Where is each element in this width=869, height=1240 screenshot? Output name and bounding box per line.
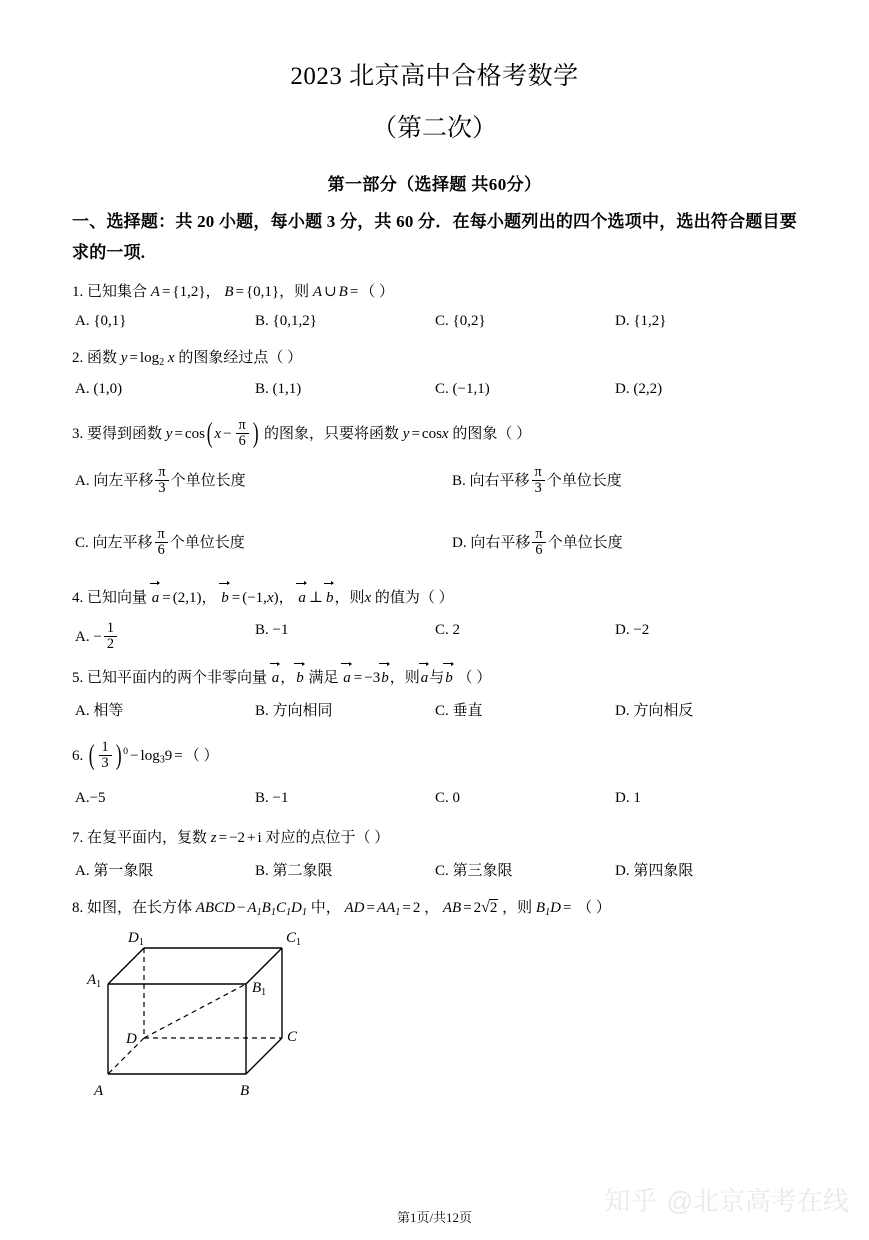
question-7: [72, 828, 797, 848]
instructions-paragraph: 一、选择题：共 20 小题，每小题 3 分，共 60 分．在每小题列出的四个选项中，选出符合题目要求的一项.: [72, 212, 797, 263]
question-5-options: [72, 699, 797, 721]
question-2-option-a[interactable]: A. (1,0): [75, 380, 123, 397]
question-6-option-c[interactable]: C. 0: [435, 790, 461, 807]
question-8: [72, 897, 797, 920]
question-3-stem: 3. 要得到函数 y = cos( x − $\frac{\pi}{6}$ ) 的图象，只要将函数 y = cosx 的图象（ ）: [72, 417, 532, 449]
question-7-number: 7.: [72, 830, 84, 847]
figure-label-c1: $C_1$: [286, 929, 302, 948]
page-number-label: 第1页/共12页: [396, 1210, 473, 1225]
figure-label-b1: $B_1$: [252, 979, 267, 998]
question-4-options: [72, 620, 797, 653]
question-8-figure: [72, 926, 797, 1102]
question-4-option-b[interactable]: B. −1: [255, 621, 289, 638]
question-7-option-c[interactable]: C. 第三象限: [435, 863, 513, 880]
page-title: 2023 北京高中合格考数学: [290, 63, 579, 90]
figure-label-a1: $A_1$: [87, 971, 102, 990]
cuboid-diagram: [86, 926, 376, 1102]
question-2-option-b[interactable]: B. (1,1): [255, 380, 302, 397]
question-1: [72, 282, 797, 302]
question-3-option-d[interactable]: D. 向右平移 $\frac{\pi}{6}$ 个单位长度: [452, 525, 623, 558]
question-7-option-a[interactable]: A. 第一象限: [75, 863, 154, 880]
question-7-options: [72, 859, 797, 881]
question-4-option-a[interactable]: A. − $\frac{1}{2}$: [75, 622, 119, 653]
question-5-option-a[interactable]: A. 相等: [75, 703, 124, 720]
watermark-handle: @北京高考在线: [666, 1186, 849, 1216]
question-3-option-b[interactable]: B. 向右平移 $\frac{\pi}{3}$ 个单位长度: [452, 463, 622, 496]
question-5-option-b[interactable]: B. 方向相同: [255, 703, 333, 720]
question-8-number: 8.: [72, 900, 84, 917]
question-4-stem: 4. 已知向量 a = (2,1)， b = (−1,x)， a ⊥ b，则x 的值为（ ）: [72, 588, 797, 608]
question-2-stem: 2. 函数 y = log2 x 的图象经过点（ ）: [72, 350, 303, 368]
question-8-stem: 8. 如图，在长方体 ABCD − $A_1B_1C_1D_1$ 中， AD = $AA_1 = 2$ ， AB = 2√2 ，则 $B_1D$ = （ ）: [72, 899, 611, 919]
question-6: [72, 741, 797, 772]
question-1-stem-text: 已知集合: [87, 283, 148, 300]
watermark-brand: 知乎: [604, 1186, 659, 1216]
question-7-option-b[interactable]: B. 第二象限: [255, 863, 333, 880]
question-3-options-row-1: [72, 463, 797, 506]
figure-label-d1: $D_1$: [128, 929, 144, 948]
question-1-option-d[interactable]: D. {1,2}: [615, 313, 667, 330]
question-3-number: 3.: [72, 425, 84, 442]
question-5-option-d[interactable]: D. 方向相反: [615, 703, 694, 720]
question-5-option-c[interactable]: C. 垂直: [435, 703, 483, 720]
question-5-stem: 5. 已知平面内的两个非零向量 a，b 满足 a = −3b，则a与b （ ）: [72, 668, 797, 688]
question-6-options: [72, 790, 797, 812]
question-2-option-c[interactable]: C. (−1,1): [435, 380, 490, 397]
figure-label-a: A: [94, 1082, 104, 1099]
question-4-option-c[interactable]: C. 2: [435, 621, 461, 638]
question-2-stem-text: 函数: [87, 350, 118, 367]
question-2: [72, 348, 797, 370]
question-4-number: 4.: [72, 589, 84, 606]
question-4-option-d[interactable]: D. −2: [615, 621, 650, 638]
question-1-option-c[interactable]: C. {0,2}: [435, 313, 486, 330]
figure-label-c: C: [287, 1028, 298, 1045]
question-2-options: [72, 381, 797, 403]
page-subtitle: （第二次）: [371, 115, 497, 142]
question-2-number: 2.: [72, 350, 84, 367]
question-1-option-b[interactable]: B. {0,1,2}: [255, 313, 317, 330]
page-footer: [0, 1207, 869, 1226]
question-6-number: 6.: [72, 748, 84, 765]
question-5-number: 5.: [72, 669, 84, 686]
question-1-stem: 1. 已知集合 A = {1,2}， B = {0,1}，则 A ∪ B = （ ）: [72, 283, 395, 300]
question-3-option-a[interactable]: A. 向左平移 $\frac{\pi}{3}$ 个单位长度: [75, 463, 246, 496]
question-6-option-d[interactable]: D. 1: [615, 790, 641, 807]
question-6-option-a[interactable]: A.−5: [75, 790, 106, 807]
question-3-option-c[interactable]: C. 向左平移 $\frac{\pi}{6}$ 个单位长度: [75, 525, 245, 558]
question-3-options-row-2: [72, 525, 797, 568]
question-2-option-d[interactable]: D. (2,2): [615, 380, 663, 397]
figure-label-d: D: [126, 1030, 137, 1047]
part-title: 第一部分（选择题 共60分）: [327, 175, 542, 194]
figure-label-b: B: [240, 1082, 250, 1099]
question-7-option-d[interactable]: D. 第四象限: [615, 863, 694, 880]
question-5: [72, 668, 797, 688]
question-1-options: [72, 313, 797, 335]
question-1-option-a[interactable]: A. {0,1}: [75, 313, 127, 330]
question-7-stem: 7. 在复平面内，复数 z = −2 + i 对应的点位于（ ）: [72, 830, 390, 847]
question-6-stem: 6. ( $\frac{1}{3}$ ) $^0$ − log39 = （ ）: [72, 739, 219, 772]
question-3: [72, 419, 797, 450]
question-6-option-b[interactable]: B. −1: [255, 790, 289, 807]
question-4: [72, 588, 797, 608]
question-1-number: 1.: [72, 283, 84, 300]
